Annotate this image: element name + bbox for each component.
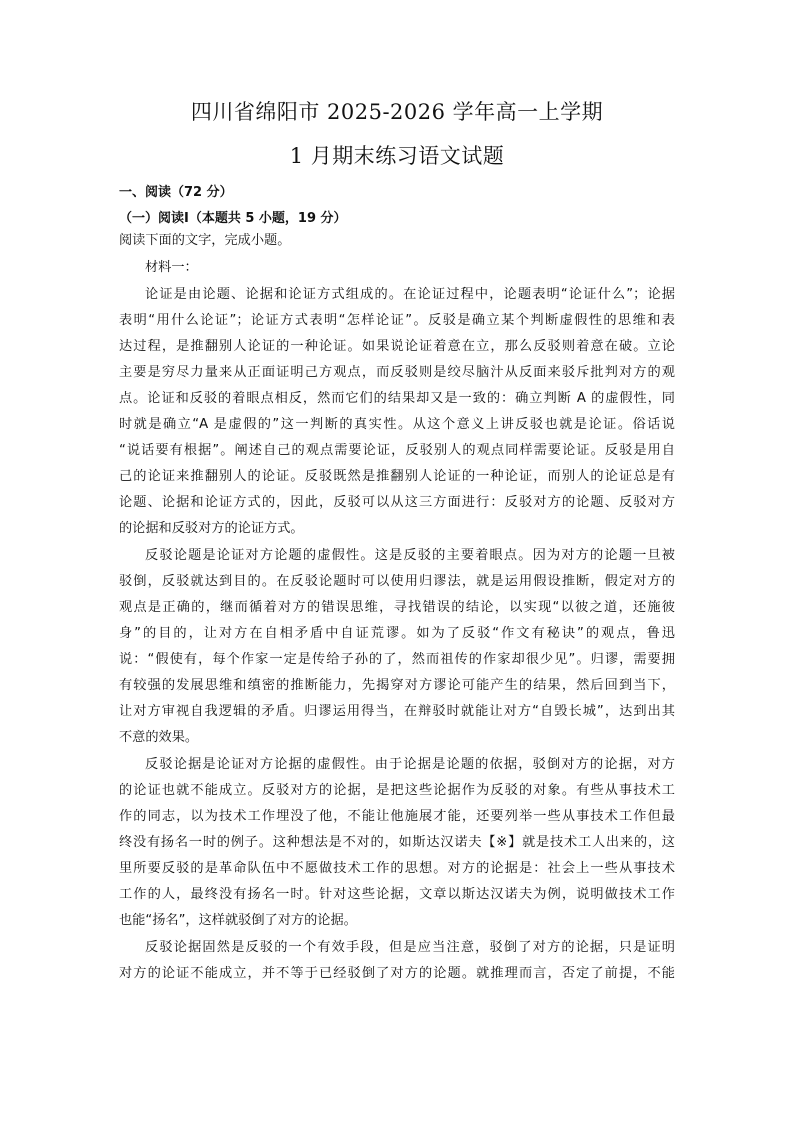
paragraph-line: 让对方审视自我逻辑的矛盾。归谬运用得当，在辩驳时就能让对方“自毁长城”，达到出其: [119, 704, 675, 719]
paragraph-line: 不意的效果。: [119, 730, 199, 745]
paragraph-line: 的论据和反驳对方的论证方式。: [119, 521, 304, 536]
doc-title-line-2: 1 月期末练习语文试题: [289, 144, 505, 168]
paragraph-line: 驳倒，反驳就达到目的。在反驳论题时可以使用归谬法，就是运用假设推断，假定对方的: [119, 574, 675, 589]
paragraph-line: 达过程，是推翻别人论证的一种论证。如果说论证着意在立，那么反驳则着意在破。立论: [119, 339, 675, 354]
paragraph-line: 论题、论据和论证方式的，因此，反驳可以从这三方面进行：反驳对方的论题、反驳对方: [119, 495, 675, 510]
paragraph-line: 反驳论据固然是反驳的一个有效手段，但是应当注意，驳倒了对方的论据，只是证明: [145, 940, 675, 955]
subsection-heading-reading-1: （一）阅读Ⅰ（本题共 5 小题，19 分）: [119, 211, 347, 226]
paragraph-line: 对方的论证不能成立，并不等于已经驳倒了对方的论题。就推理而言，否定了前提，不能: [119, 966, 675, 981]
paragraph-line: “说话要有根据”。阐述自己的观点需要论证，反驳别人的观点同样需要论证。反驳是用自: [119, 443, 675, 458]
paragraph-line: 反驳论题是论证对方论题的虚假性。这是反驳的主要着眼点。因为对方的论题一旦被: [145, 548, 675, 563]
paragraph-line: 点。论证和反驳的着眼点相反，然而它们的结果却又是一致的：确立判断 A 的虚假性，同: [119, 391, 675, 406]
paragraph-line: 时就是确立“A 是虚假的”这一判断的真实性。从这个意义上讲反驳也就是论证。俗话说: [119, 417, 675, 432]
paragraph-line: 论证是由论题、论据和论证方式组成的。在论证过程中，论题表明“论证什么”；论据: [145, 287, 675, 302]
paragraph-line: 工作的人，最终没有扬名一时。针对这些论据，文章以斯达汉诺夫为例，说明做技术工作: [119, 887, 675, 902]
section-heading-reading: 一、阅读（72 分）: [119, 185, 233, 200]
paragraph-line: 主要是穷尽力量来从正面证明己方观点，而反驳则是绞尽脑汁从反面来驳斥批判对方的观: [119, 365, 675, 380]
material-label: 材料一：: [145, 260, 198, 275]
paragraph-line: 的论证也就不能成立。反驳对方的论据，是把这些论据作为反驳的对象。有些从事技术工: [119, 783, 675, 798]
paragraph-line: 有较强的发展思维和缜密的推断能力，先揭穿对方谬论可能产生的结果，然后回到当下，: [119, 678, 675, 693]
doc-title-line-1: 四川省绵阳市 2025-2026 学年高一上学期: [190, 100, 604, 124]
paragraph-line: 说：“假使有，每个作家一定是传给子孙的了，然而祖传的作家却很少见”。归谬，需要拥: [119, 652, 675, 667]
paragraph-line: 反驳论据是论证对方论据的虚假性。由于论据是论题的依据，驳倒对方的论据，对方: [145, 757, 675, 772]
paragraph-line: 观点是正确的，继而循着对方的错误思维，寻找错误的结论，以实现“以彼之道，还施彼: [119, 600, 675, 615]
paragraph-line: 终没有扬名一时的例子。这种想法是不对的，如斯达汉诺夫【※】就是技术工人出来的，这: [119, 835, 675, 850]
paragraph-line: 己的论证来推翻别人的论证。反驳既然是推翻别人论证的一种论证，而别人的论证总是有: [119, 469, 675, 484]
instruction-line: 阅读下面的文字，完成小题。: [119, 233, 291, 248]
paragraph-line: 身”的目的，让对方在自相矛盾中自证荒谬。如为了反驳“作文有秘诀”的观点，鲁迅: [119, 626, 675, 641]
paragraph-line: 也能“扬名”，这样就驳倒了对方的论据。: [119, 913, 357, 928]
paragraph-line: 表明“用什么论证”；论证方式表明“怎样论证”。反驳是确立某个判断虚假性的思维和表: [119, 313, 675, 328]
paragraph-line: 里所要反驳的是革命队伍中不愿做技术工作的思想。对方的论据是：社会上一些从事技术: [119, 861, 675, 876]
paragraph-line: 作的同志，以为技术工作埋没了他，不能让他施展才能，还要列举一些从事技术工作但最: [119, 809, 675, 824]
